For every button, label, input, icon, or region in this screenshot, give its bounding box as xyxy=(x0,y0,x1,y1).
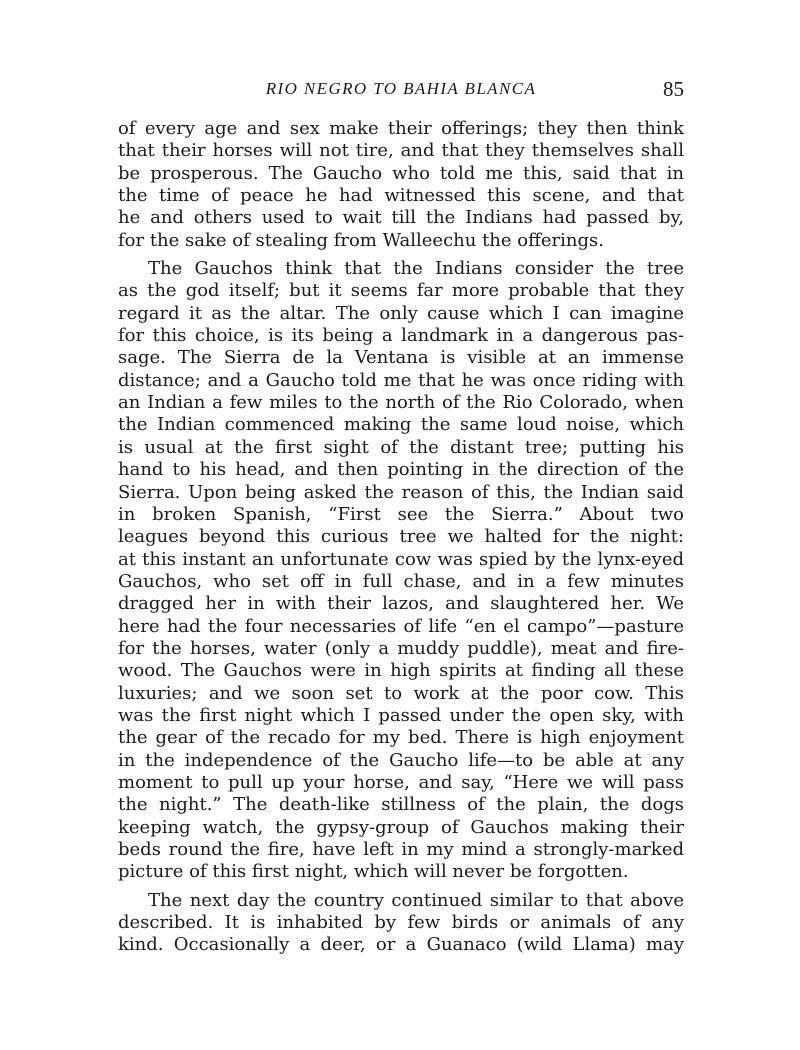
text-line: the Indian commenced making the same loud noise, which xyxy=(118,414,684,436)
text-line: wood. The Gauchos were in high spirits at finding all these xyxy=(118,660,684,682)
text-line: picture of this first night, which will never be forgotten. xyxy=(118,861,629,883)
text-line: of every age and sex make their offerings; they then think xyxy=(118,118,684,139)
text-line: hand to his head, and then pointing in the direction of the xyxy=(118,459,684,481)
text-line: sage. The Sierra de la Ventana is visible at an immense xyxy=(118,347,684,369)
text-line: Gauchos, who set off in full chase, and in a few minutes xyxy=(118,570,684,592)
text-line: the gear of the recado for my bed. There is high enjoyment xyxy=(118,727,684,749)
text-line: distance; and a Gaucho told me that he was once riding with xyxy=(118,369,684,391)
page-number: 85 xyxy=(663,77,684,101)
text-line: The Gauchos think that the Indians consider the tree xyxy=(148,258,684,280)
text-line: was the first night which I passed under the open sky, with xyxy=(118,704,684,726)
text-line: keeping watch, the gypsy-group of Gauchos making their xyxy=(118,816,684,838)
running-title: RIO NEGRO TO BAHIA BLANCA xyxy=(265,79,537,98)
text-line: be prosperous. The Gaucho who told me this, said that in xyxy=(118,162,684,184)
text-line: here had the four necessaries of life “en el campo”—pasture xyxy=(118,615,684,637)
paragraph xyxy=(118,890,684,957)
text-line: luxuries; and we soon set to work at the poor cow. This xyxy=(118,682,684,704)
text-line: he and others used to wait till the Indians had passed by, xyxy=(118,207,684,229)
text-body xyxy=(118,118,684,957)
paragraph xyxy=(118,118,684,252)
text-line: Sierra. Upon being asked the reason of this, the Indian said xyxy=(118,481,684,503)
text-line: for the horses, water (only a muddy puddle), meat and fire- xyxy=(118,637,684,659)
text-line: the night.” The death-like stillness of the plain, the dogs xyxy=(118,794,684,816)
text-line: beds round the fire, have left in my mind a strongly-marked xyxy=(118,839,684,860)
text-line: kind. Occasionally a deer, or a Guanaco (wild Llama) may xyxy=(118,934,684,956)
text-line: regard it as the altar. The only cause which I can imagine xyxy=(118,302,684,324)
text-line: for the sake of stealing from Walleechu the offerings. xyxy=(118,229,604,251)
text-line: for this choice, is its being a landmark in a dangerous pas- xyxy=(118,325,684,347)
text-line: leagues beyond this curious tree we halted for the night: xyxy=(118,526,684,548)
text-line: as the god itself; but it seems far more probable that they xyxy=(118,280,684,302)
text-line: in broken Spanish, “First see the Sierra.” About two xyxy=(118,503,684,525)
paragraph xyxy=(118,258,684,884)
text-line: the time of peace he had witnessed this scene, and that xyxy=(118,185,684,207)
text-line: is usual at the first sight of the distant tree; putting his xyxy=(118,436,684,458)
text-line: described. It is inhabited by few birds or animals of any xyxy=(118,912,684,934)
text-line: in the independence of the Gaucho life—to be able at any xyxy=(118,749,684,771)
text-line: that their horses will not tire, and that they themselves shall xyxy=(118,140,684,162)
text-line: dragged her in with their lazos, and slaughtered her. We xyxy=(118,593,684,615)
text-line: moment to pull up your horse, and say, “Here we will pass xyxy=(118,771,684,793)
text-line: at this instant an unfortunate cow was spied by the lynx-eyed xyxy=(118,548,684,570)
text-line: The next day the country continued similar to that above xyxy=(148,889,684,911)
text-line: an Indian a few miles to the north of the Rio Colorado, when xyxy=(118,392,684,414)
page-header xyxy=(118,76,684,106)
